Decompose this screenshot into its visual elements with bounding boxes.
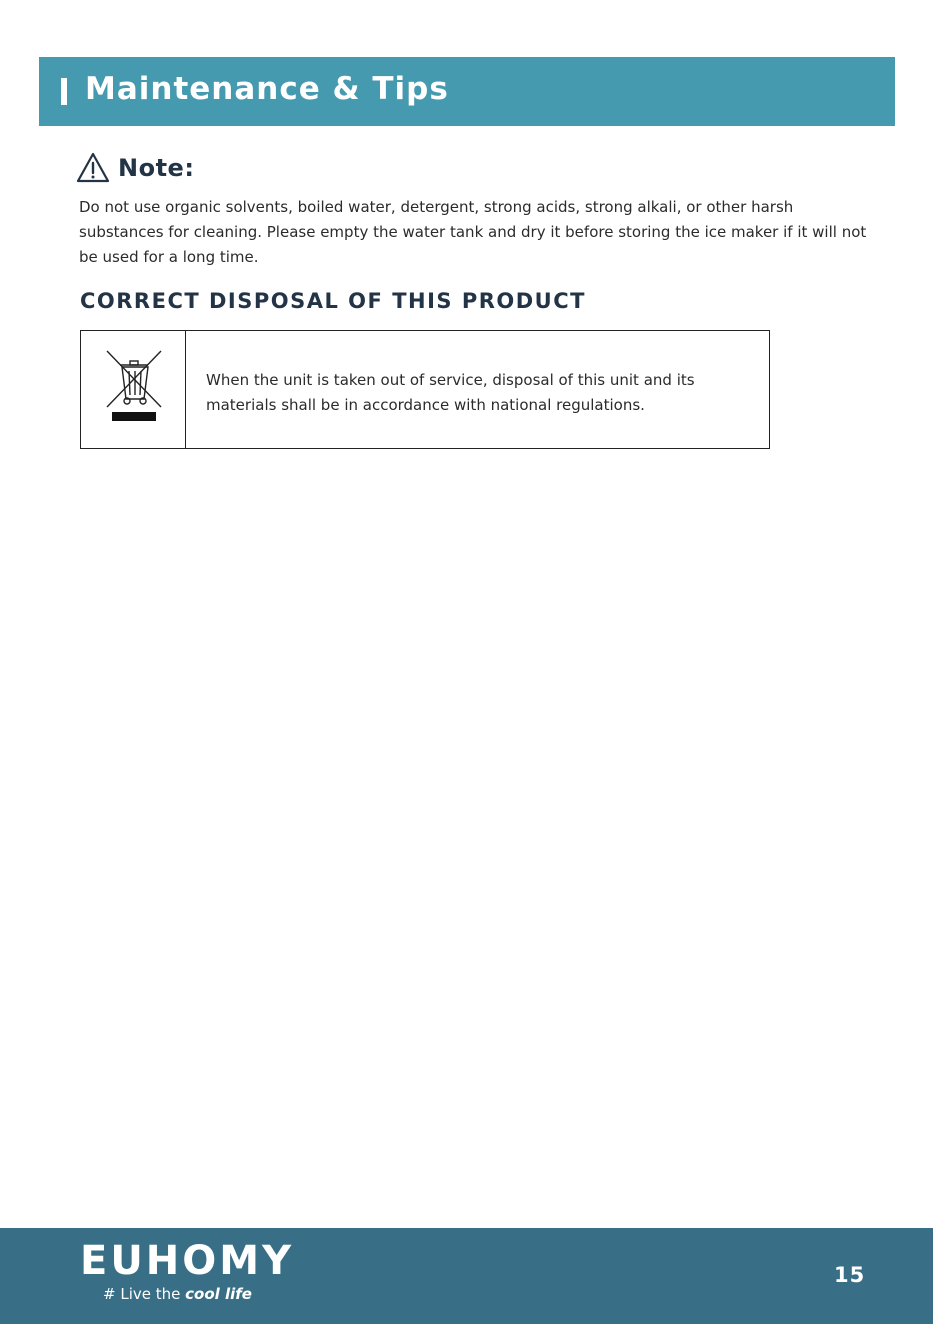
disposal-table xyxy=(80,330,770,449)
tagline-prefix: # Live the xyxy=(103,1285,186,1303)
page-number: 15 xyxy=(834,1263,866,1287)
note-title: Note: xyxy=(118,154,195,182)
brand-tagline xyxy=(103,1285,252,1303)
disposal-heading: CORRECT DISPOSAL OF THIS PRODUCT xyxy=(80,289,586,313)
section-title: Maintenance & Tips xyxy=(85,71,449,107)
disposal-text: When the unit is taken out of service, disposal of this unit and its materials shall be in accordance with national regulations. xyxy=(206,371,695,414)
disposal-icon-cell xyxy=(81,331,186,448)
tagline-accent: cool life xyxy=(185,1285,252,1303)
page-footer xyxy=(0,1228,933,1324)
note-text: Do not use organic solvents, boiled water, detergent, strong acids, strong alkali, or other harsh substances for cleaning. Please empty the water tank and dry it before storing the ice maker if it will not be used for a long time. xyxy=(79,198,867,266)
warning-triangle-icon xyxy=(76,152,110,184)
header-accent-bar xyxy=(61,78,67,105)
section-header xyxy=(39,57,895,126)
brand-logo: EUHOMY xyxy=(80,1238,295,1284)
note-heading xyxy=(76,150,194,186)
crossed-out-wheelie-bin-icon xyxy=(103,349,165,427)
